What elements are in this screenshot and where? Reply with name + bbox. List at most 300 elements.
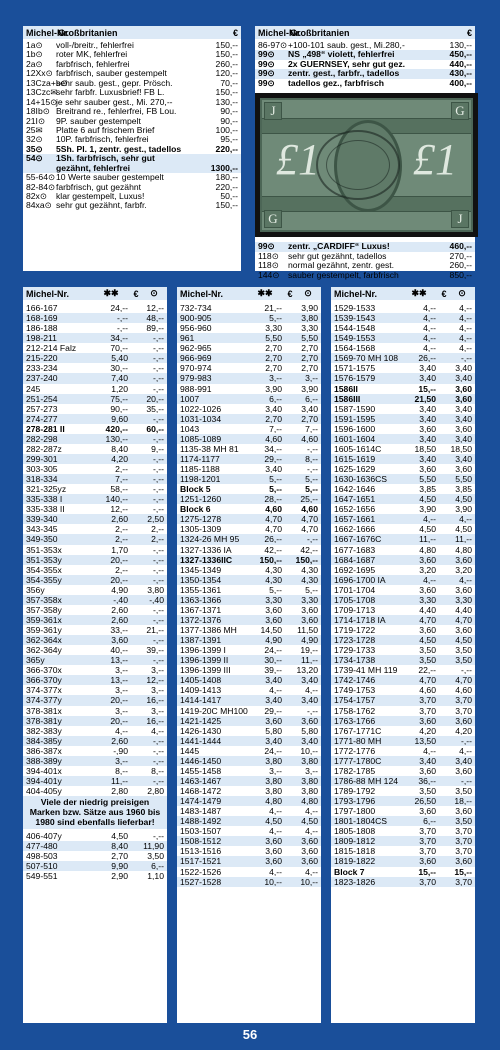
- used-price: 3,50: [455, 655, 472, 666]
- column-row-list-after: [23, 829, 167, 881]
- used-price: -,--: [307, 534, 318, 545]
- mint-price: 2,60: [111, 514, 128, 525]
- michel-number: 1513-1516: [180, 846, 222, 857]
- michel-number: 1705-1708: [334, 594, 376, 605]
- mint-price: 3,40: [419, 453, 436, 464]
- col-header-mint: ✱✱: [411, 288, 427, 298]
- item-description: Breitrand re., fehlerfrei, FB Lou.: [56, 106, 177, 117]
- michel-number: 1696-1700 IA: [334, 574, 386, 585]
- michel-number: 365y: [26, 655, 45, 666]
- used-price: 3,60: [301, 836, 318, 847]
- price-column-2: [177, 287, 321, 1023]
- mint-price: 4,--: [423, 343, 436, 354]
- michel-number: 1805-1808: [334, 826, 376, 837]
- mint-price: 9,90: [111, 860, 128, 871]
- used-price: 3,40: [455, 453, 472, 464]
- used-price: 4,80: [455, 544, 472, 555]
- michel-number: 1777-1780C: [334, 755, 382, 766]
- michel-number: 1789-1792: [334, 786, 376, 796]
- michel-number: 1591-1595: [334, 413, 376, 424]
- used-price: 4,30: [301, 564, 318, 575]
- column-row-list: [331, 300, 475, 887]
- price-row: [23, 444, 167, 454]
- mint-price: 4,90: [111, 584, 128, 595]
- used-price: 4,90: [301, 635, 318, 646]
- stamp-image: [255, 93, 478, 237]
- price-row: [331, 796, 475, 806]
- price-row: [331, 514, 475, 524]
- item-price: 450,--: [449, 49, 472, 60]
- michel-number: 1419-20C MH100: [180, 705, 248, 716]
- used-price: -,--: [153, 755, 164, 766]
- price-row: [331, 434, 475, 444]
- michel-number: 1446-1450: [180, 755, 222, 766]
- michel-number: 382-383y: [26, 725, 62, 736]
- item-description: farbfrisch, fehlerfrei: [56, 58, 130, 69]
- used-price: 25,--: [300, 494, 318, 505]
- mint-price: 20,--: [110, 695, 128, 706]
- mint-price: 4,--: [115, 725, 128, 736]
- price-row: [177, 585, 321, 595]
- item-description: 10P. farbfrisch, fehlerfrei: [56, 134, 149, 145]
- michel-number: 384-385y: [26, 735, 62, 746]
- michel-number: 237-240: [26, 373, 58, 384]
- price-row: [177, 796, 321, 806]
- mint-price: 130,--: [105, 433, 128, 444]
- mint-price: 24,--: [264, 745, 282, 756]
- michel-number: 1587-1590: [334, 403, 376, 414]
- mint-price: 3,60: [419, 715, 436, 726]
- catalog-row: [255, 79, 475, 88]
- michel-number: 962-965: [180, 343, 212, 354]
- used-price: 3,--: [151, 665, 164, 676]
- used-price: 2,70: [301, 353, 318, 364]
- item-price: 400,--: [449, 77, 472, 88]
- price-row: [331, 373, 475, 383]
- item-description: 10 Werte sauber gestempelt: [56, 172, 164, 183]
- price-row: [177, 454, 321, 464]
- price-row: [23, 323, 167, 333]
- michel-number: 404-405y: [26, 786, 62, 796]
- used-price: 3,60: [301, 604, 318, 615]
- used-price: 42,--: [300, 544, 318, 555]
- michel-number: 303-305: [26, 464, 58, 474]
- used-price: 4,70: [455, 614, 472, 625]
- michel-number: 84xa⊙: [26, 200, 52, 211]
- used-price: 11,50: [297, 625, 318, 635]
- price-row: [23, 534, 167, 544]
- used-price: 2,70: [301, 413, 318, 424]
- michel-number: 1441-1444: [180, 735, 222, 746]
- price-row: [331, 353, 475, 363]
- mint-price: 3,40: [265, 675, 282, 686]
- used-price: 9,--: [151, 443, 164, 454]
- price-row: [23, 756, 167, 766]
- michel-number: 245: [26, 383, 41, 394]
- price-row: [177, 494, 321, 504]
- mint-price: 3,--: [115, 685, 128, 696]
- michel-number: 1503-1507: [180, 826, 222, 837]
- used-price: 3,30: [301, 594, 318, 605]
- price-row: [331, 816, 475, 826]
- michel-number: 1377-1386 MH: [180, 625, 237, 635]
- mint-price: 4,--: [423, 313, 436, 324]
- michel-number: 1596-1600: [334, 423, 376, 434]
- michel-number: 988-991: [180, 383, 212, 394]
- michel-number: 99⊙: [258, 77, 275, 88]
- mint-price: 4,80: [419, 544, 436, 555]
- col-header-mint: ✱✱: [257, 288, 273, 298]
- mint-price: 21,--: [264, 303, 282, 313]
- used-price: 5,--: [305, 484, 318, 495]
- mint-price: 2,70: [111, 850, 128, 861]
- item-price: 150,--: [215, 200, 238, 211]
- mint-price: -,90: [113, 745, 128, 756]
- used-price: 5,50: [455, 474, 472, 485]
- mint-price: 21,50: [414, 393, 436, 404]
- mint-price: 4,20: [419, 725, 436, 736]
- price-row: [23, 736, 167, 746]
- used-price: 3,80: [147, 584, 164, 595]
- price-row: [331, 524, 475, 534]
- michel-number: 1586II: [334, 383, 358, 394]
- used-price: 3,40: [455, 433, 472, 444]
- michel-number: 1275-1278: [180, 514, 222, 525]
- used-price: 1,10: [147, 870, 164, 881]
- michel-number: 1586III: [334, 393, 361, 404]
- michel-number: 507-510: [26, 860, 58, 871]
- used-price: 3,40: [455, 373, 472, 384]
- used-price: 19,--: [300, 645, 318, 656]
- catalog-row: [255, 271, 475, 280]
- michel-number: 1601-1604: [334, 433, 376, 444]
- michel-number: 1488-1492: [180, 816, 222, 827]
- mint-price: -,--: [117, 313, 128, 324]
- used-price: 35,--: [146, 403, 164, 414]
- item-price: 100,--: [215, 124, 238, 135]
- used-price: 21,--: [146, 625, 164, 635]
- used-price: 4,80: [301, 796, 318, 807]
- michel-number: 1414-1417: [180, 695, 222, 706]
- mint-price: 11,--: [110, 775, 128, 786]
- used-price: -,--: [307, 464, 318, 474]
- used-price: -,--: [153, 453, 164, 464]
- mint-price: 5,--: [269, 484, 282, 495]
- michel-number: 1355-1361: [180, 584, 222, 595]
- used-price: -,--: [153, 433, 164, 444]
- item-price: 180,--: [215, 172, 238, 183]
- michel-number: 351-353x: [26, 544, 62, 555]
- michel-number: 14+15⊙: [26, 96, 58, 107]
- header-michel-nr: Michel-Nr.: [26, 27, 70, 38]
- michel-number: 233-234: [26, 363, 58, 374]
- used-price: 3,40: [301, 403, 318, 414]
- mint-price: 5,50: [419, 474, 436, 485]
- used-price: -,--: [153, 745, 164, 756]
- item-description: normal gezähnt, zentr. gest.: [288, 260, 395, 271]
- michel-number: 1667-1676C: [334, 534, 382, 545]
- used-price: -,--: [307, 443, 318, 454]
- michel-number: 1767-1771C: [334, 725, 382, 736]
- michel-number: 1305-1309: [180, 524, 222, 535]
- item-price: 850,--: [449, 269, 472, 280]
- mint-price: 2,60: [111, 604, 128, 615]
- michel-number: 1772-1776: [334, 745, 376, 756]
- michel-number: 13Cza+b⊙: [26, 77, 68, 88]
- item-description: sehr farbfr. Luxusbrief! FB L.: [56, 87, 165, 98]
- price-row: [23, 786, 167, 796]
- michel-number: 366-370y: [26, 675, 62, 686]
- michel-number: 1135-38 MH 81: [180, 443, 239, 454]
- used-price: -,--: [153, 373, 164, 384]
- michel-number: 1771-80 MH: [334, 735, 382, 746]
- item-description: zentr. gest., farbfr., tadellos: [288, 68, 400, 79]
- used-price: 4,30: [301, 574, 318, 585]
- price-row: [23, 665, 167, 675]
- price-row: [177, 343, 321, 353]
- used-price: 3,80: [301, 775, 318, 786]
- used-price: 3,30: [455, 594, 472, 605]
- michel-number: Block 7: [334, 866, 365, 877]
- price-row: [331, 454, 475, 464]
- price-row: [177, 826, 321, 836]
- used-price: -,--: [153, 343, 164, 354]
- used-price: 4,70: [301, 514, 318, 525]
- price-row: [331, 867, 475, 877]
- michel-number: 1251-1260: [180, 494, 222, 505]
- michel-number: 1823-1826: [334, 876, 376, 887]
- used-price: 15,--: [454, 866, 472, 877]
- mint-price: 42,--: [264, 544, 282, 555]
- michel-number: 394-401y: [26, 775, 62, 786]
- michel-number: 1007: [180, 393, 200, 404]
- price-row: [331, 394, 475, 404]
- panel-header: [255, 26, 475, 39]
- used-price: 3,40: [301, 675, 318, 686]
- mint-price: 1,20: [111, 383, 128, 394]
- mint-price: 4,--: [269, 866, 282, 877]
- used-price: 3,40: [455, 413, 472, 424]
- mint-price: 3,70: [419, 876, 436, 887]
- used-price: -,--: [153, 504, 164, 515]
- mint-price: 4,20: [111, 453, 128, 464]
- price-row: [23, 685, 167, 695]
- mint-price: 4,90: [265, 635, 282, 646]
- price-row: [177, 615, 321, 625]
- gb-panel-right: [255, 26, 475, 280]
- price-row: [23, 454, 167, 464]
- mint-price: 1,70: [111, 544, 128, 555]
- item-price: 220,--: [215, 181, 238, 192]
- used-price: 3,50: [455, 786, 472, 796]
- michel-number: 1396-1399 I: [180, 645, 226, 656]
- used-price: 4,--: [305, 685, 318, 696]
- price-row: [177, 363, 321, 373]
- price-row: [331, 474, 475, 484]
- stamp-value-right: £1: [413, 135, 457, 185]
- michel-number: 299-301: [26, 453, 58, 464]
- price-row: [177, 444, 321, 454]
- price-row: [331, 615, 475, 625]
- item-description: tadellos gez., farbfrisch: [288, 77, 384, 88]
- michel-number: 21I⊙: [26, 115, 46, 126]
- michel-number: 1652-1656: [334, 504, 376, 515]
- gb-panel-left: [23, 26, 241, 271]
- item-price: 260,--: [449, 260, 472, 271]
- item-price: 120,--: [215, 68, 238, 79]
- michel-number: 357-358x: [26, 594, 62, 605]
- mint-price: 3,60: [265, 846, 282, 857]
- col-header-michel-nr: Michel-Nr.: [26, 288, 70, 299]
- used-price: 4,--: [151, 725, 164, 736]
- mint-price: 13,50: [414, 735, 436, 746]
- michel-number: 99⊙: [258, 49, 275, 60]
- michel-number: 54⊙: [26, 153, 43, 164]
- used-price: 3,60: [301, 614, 318, 625]
- michel-number: 82-84⊙: [26, 181, 56, 192]
- item-description: klar gestempelt, Luxus!: [56, 191, 145, 202]
- used-price: 4,60: [301, 433, 318, 444]
- mint-price: 4,--: [423, 745, 436, 756]
- mint-price: 8,40: [111, 443, 128, 454]
- michel-number: 378-381x: [26, 705, 62, 716]
- price-row: [23, 726, 167, 736]
- michel-number: 18Ib⊙: [26, 106, 50, 117]
- michel-number: 1625-1629: [334, 464, 376, 474]
- used-price: 39,--: [146, 645, 164, 656]
- mint-price: 20,--: [110, 574, 128, 585]
- mint-price: 4,--: [423, 333, 436, 344]
- stamp-corner-letter: J: [264, 102, 282, 120]
- michel-number: 956-960: [180, 323, 212, 334]
- used-price: 3,40: [301, 735, 318, 746]
- item-price: 260,--: [215, 58, 238, 69]
- mint-price: 6,--: [423, 816, 436, 827]
- price-row: [23, 851, 167, 861]
- price-row: [331, 856, 475, 866]
- price-row: [177, 575, 321, 585]
- price-row: [23, 575, 167, 585]
- mint-price: 30,--: [264, 655, 282, 666]
- michel-number: 1372-1376: [180, 614, 222, 625]
- price-row: [177, 867, 321, 877]
- mint-price: 3,70: [419, 846, 436, 857]
- col-header-currency: €: [287, 288, 293, 299]
- michel-number: 1367-1371: [180, 604, 222, 615]
- used-price: 3,60: [455, 423, 472, 434]
- price-row: [331, 534, 475, 544]
- header-currency: €: [466, 27, 472, 38]
- mint-price: 4,--: [423, 303, 436, 313]
- mint-price: 3,40: [419, 403, 436, 414]
- used-price: 10,--: [300, 745, 318, 756]
- used-price: 3,80: [301, 755, 318, 766]
- item-description: NS „498“ violett, fehlerfrei: [288, 49, 395, 60]
- michel-number: 12Xx⊙: [26, 68, 53, 79]
- mint-price: 14,50: [260, 625, 282, 635]
- michel-number: 1801-1804CS: [334, 816, 388, 827]
- price-row: [177, 746, 321, 756]
- mint-price: 3,30: [419, 594, 436, 605]
- used-price: 4,--: [459, 574, 472, 585]
- mint-price: 5,40: [111, 353, 128, 364]
- used-price: 3,60: [455, 806, 472, 817]
- price-row: [23, 434, 167, 444]
- mint-price: 3,60: [419, 423, 436, 434]
- used-price: 4,60: [301, 504, 318, 515]
- item-price: 1300,--: [210, 162, 238, 173]
- used-price: -,--: [153, 484, 164, 495]
- michel-number: 1327-1336IIC: [180, 554, 233, 565]
- michel-number: 1692-1695: [334, 564, 376, 575]
- price-row: [331, 756, 475, 766]
- mint-price: 3,60: [265, 856, 282, 867]
- michel-number: 86-97⊙: [258, 40, 288, 50]
- used-price: -,--: [153, 635, 164, 646]
- price-row: [331, 736, 475, 746]
- price-row: [23, 474, 167, 484]
- michel-number: 212-214 Falz: [26, 343, 77, 354]
- col-header-used: ⊙: [304, 288, 312, 298]
- used-price: 13,20: [296, 665, 318, 676]
- price-row: [177, 434, 321, 444]
- mint-price: 30,--: [110, 363, 128, 374]
- michel-number: 1405-1408: [180, 675, 222, 686]
- used-price: 4,40: [455, 604, 472, 615]
- price-row: [331, 645, 475, 655]
- used-price: -,--: [153, 564, 164, 575]
- price-row: [331, 605, 475, 615]
- mint-price: 3,50: [419, 786, 436, 796]
- used-price: 3,60: [455, 393, 472, 404]
- used-price: 4,70: [301, 524, 318, 535]
- price-row: [331, 444, 475, 454]
- mint-price: 5,80: [265, 725, 282, 736]
- mint-price: 3,80: [265, 775, 282, 786]
- used-price: -,--: [153, 554, 164, 565]
- price-row: [23, 706, 167, 716]
- michel-number: 1749-1753: [334, 685, 376, 696]
- price-row: [331, 343, 475, 353]
- right-row-list-bottom: [255, 242, 475, 280]
- item-price: 150,--: [215, 49, 238, 60]
- michel-number: 1455-1458: [180, 765, 222, 776]
- michel-number: 1421-1425: [180, 715, 222, 726]
- used-price: -,--: [153, 544, 164, 555]
- michel-number: 1549-1553: [334, 333, 376, 344]
- mint-price: 5,--: [269, 474, 282, 485]
- michel-number: 118⊙: [258, 250, 279, 261]
- michel-number: 979-983: [180, 373, 212, 384]
- michel-number: 318-334: [26, 474, 58, 485]
- michel-number: 359-361x: [26, 614, 62, 625]
- used-price: 18,--: [454, 796, 472, 807]
- mint-price: 3,60: [419, 765, 436, 776]
- used-price: -,--: [153, 353, 164, 364]
- michel-number: 477-480: [26, 840, 58, 851]
- mint-price: 4,70: [265, 524, 282, 535]
- michel-number: 118⊙: [258, 260, 279, 271]
- mint-price: 4,--: [423, 514, 436, 525]
- price-row: [23, 655, 167, 665]
- michel-number: 1647-1651: [334, 494, 376, 505]
- price-row: [331, 404, 475, 414]
- michel-number: 1539-1543: [334, 313, 376, 324]
- price-row: [177, 635, 321, 645]
- michel-number: 1522-1526: [180, 866, 222, 877]
- used-price: 2,50: [147, 514, 164, 525]
- michel-number: 498-503: [26, 850, 58, 861]
